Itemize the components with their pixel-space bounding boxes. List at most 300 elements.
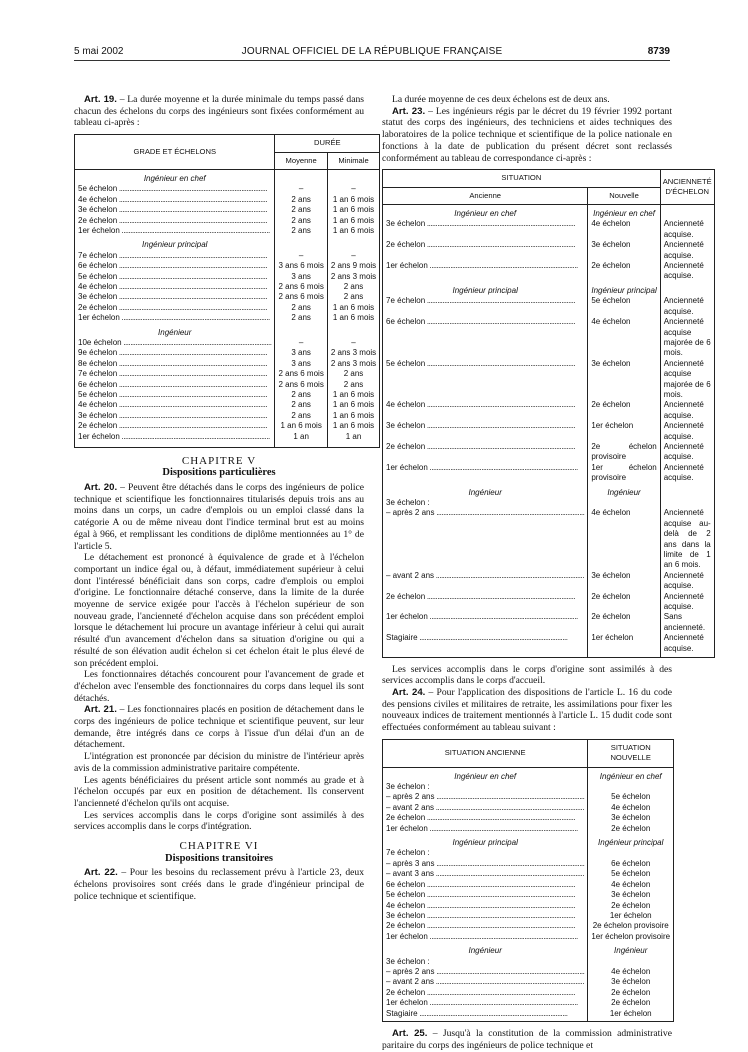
table-row	[383, 633, 715, 654]
art20-paragraph-3: Les fonctionnaires détachés concourent pour l'avancement de grade et d'échelon avec l'ensemble des fonctionnaires du corps dans lequel ils sont détachés.	[74, 669, 364, 704]
section-title: Ingénieur en chef	[75, 169, 275, 184]
situation-nouvelle-cell: 1er échelon	[588, 1009, 674, 1019]
art22-paragraph-2: La durée moyenne de ces deux échelons est de deux ans.	[392, 94, 610, 105]
page-header	[74, 46, 670, 60]
table-section-row	[75, 324, 380, 338]
minimale-cell: 2 ans	[327, 282, 379, 292]
art23-paragraph-2: Les services accomplis dans le corps d'origine sont assimilés à des services accomplis dans le corps d'accueil.	[382, 663, 672, 687]
ancienne-cell: 1er échelon .....	[383, 463, 588, 484]
ancienne-cell: Stagiaire .....	[383, 633, 588, 654]
situation-nouvelle-cell: 5e échelon	[588, 869, 674, 879]
grade-cell: 4e échelon .....	[75, 195, 275, 205]
section-title-ancienne: Ingénieur en chef	[383, 205, 588, 220]
grade-cell: 3e échelon .....	[75, 411, 275, 421]
col-situation: SITUATION	[383, 170, 661, 187]
col-moyenne: Moyenne	[275, 152, 327, 169]
empty-cell	[327, 169, 379, 184]
anciennete-cell: Ancienneté acquise majorée de 6 mois.	[660, 317, 714, 359]
art21-paragraph-4: Les services accomplis dans le corps d'origine sont assimilés à des services accomplis dans le corps d'intégration.	[74, 809, 364, 833]
grade-cell: 1er échelon .....	[75, 226, 275, 236]
moyenne-cell: 2 ans	[275, 313, 327, 323]
grade-cell: 4e échelon .....	[75, 282, 275, 292]
col-duree: DURÉE	[275, 135, 380, 152]
header-journal-title: JOURNAL OFFICIEL DE LA RÉPUBLIQUE FRANÇAISE	[241, 46, 503, 57]
table-row	[75, 432, 380, 442]
minimale-cell: 1 an 6 mois	[327, 400, 379, 410]
header-page-number: 8739	[647, 46, 670, 57]
nouvelle-cell: 2e échelon	[588, 400, 660, 421]
empty-cell	[327, 324, 379, 338]
table-row	[383, 442, 715, 463]
moyenne-cell: 2 ans 6 mois	[275, 282, 327, 292]
art19-paragraph	[74, 94, 364, 129]
table-section-row	[383, 834, 674, 848]
table-row	[383, 296, 715, 317]
situation-nouvelle-cell: 2e échelon	[588, 824, 674, 834]
table-row	[383, 921, 674, 931]
anciennete-cell: Ancienneté acquise au-delà de 2 ans dans la limite de 1 an 6 mois.	[660, 508, 714, 570]
minimale-cell: 2 ans 3 mois	[327, 348, 379, 358]
art21-text: – Les fonctionnaires placés en position de détachement dans le corps des ingénieurs de police technique et scientifique peuvent, sur leur demande, être intégrés dans ce corps à l'issue d'un délai d'un an de détachement.	[74, 704, 364, 751]
nouvelle-cell: 2e échelon provisoire	[588, 442, 660, 463]
ancienne-cell: 3e échelon .....	[383, 421, 588, 442]
situation-nouvelle-cell: 3e échelon	[588, 813, 674, 823]
table-row	[75, 380, 380, 390]
table-row	[75, 338, 380, 348]
art21-paragraph	[74, 704, 364, 751]
grade-cell: 9e échelon .....	[75, 348, 275, 358]
section-title-ancienne: Ingénieur	[383, 484, 588, 498]
nouvelle-cell: 3e échelon	[588, 359, 660, 401]
ancienne-cell: 2e échelon .....	[383, 592, 588, 613]
table-row	[383, 824, 674, 834]
chapter-5-heading: CHAPITRE V	[181, 454, 257, 467]
table-row	[75, 400, 380, 410]
minimale-cell: 1 an 6 mois	[327, 195, 379, 205]
header-date: 5 mai 2002	[74, 46, 124, 57]
minimale-cell: –	[327, 184, 379, 194]
grade-cell: 7e échelon .....	[75, 251, 275, 261]
minimale-cell: –	[327, 338, 379, 348]
table-row	[383, 977, 674, 987]
section-title-nouvelle: Ingénieur principal	[588, 834, 674, 848]
table-row	[383, 932, 674, 942]
moyenne-cell: 2 ans	[275, 400, 327, 410]
table-row	[383, 1009, 674, 1019]
table-section-row	[383, 484, 715, 498]
section-title-nouvelle: Ingénieur en chef	[588, 205, 660, 220]
minimale-cell: 2 ans	[327, 380, 379, 390]
moyenne-cell: 2 ans	[275, 411, 327, 421]
table-row	[383, 508, 715, 570]
table-row	[383, 998, 674, 1008]
section-title-ancienne: Ingénieur principal	[383, 282, 588, 296]
anciennete-cell: Ancienneté acquise.	[660, 400, 714, 421]
nouvelle-cell	[588, 498, 660, 508]
situation-ancienne-cell: 1er échelon .....	[383, 824, 588, 834]
art21-paragraph-3: Les agents bénéficiaires du présent article sont nommés au grade et à l'échelon occupés par eux en position de détachement. Ils conservent l'ancienneté d'échelon qu'ils ont acquise.	[74, 774, 364, 809]
table-row	[383, 792, 674, 802]
empty-cell	[660, 282, 714, 296]
table-row	[383, 848, 674, 858]
empty-cell	[660, 484, 714, 498]
situation-ancienne-cell: 3e échelon :	[383, 782, 588, 792]
col-situation-nouvelle: SITUATION NOUVELLE	[588, 739, 674, 767]
situation-nouvelle-cell	[588, 957, 674, 967]
moyenne-cell: 2 ans	[275, 216, 327, 226]
table-section-row	[383, 205, 715, 220]
art20-paragraph	[74, 482, 364, 552]
grade-cell: 5e échelon .....	[75, 184, 275, 194]
table-row	[75, 226, 380, 236]
moyenne-cell: –	[275, 338, 327, 348]
left-column	[74, 94, 377, 903]
situation-ancienne-cell: Stagiaire .....	[383, 1009, 588, 1019]
minimale-cell: 1 an 6 mois	[327, 226, 379, 236]
situation-nouvelle-cell: 3e échelon	[588, 977, 674, 987]
nouvelle-cell: 3e échelon	[588, 240, 660, 261]
table-art23-body	[383, 205, 715, 658]
nouvelle-cell: 3e échelon	[588, 571, 660, 592]
table-row	[75, 369, 380, 379]
moyenne-cell: 3 ans	[275, 359, 327, 369]
situation-ancienne-cell: 1er échelon .....	[383, 932, 588, 942]
table-row	[383, 317, 715, 359]
situation-ancienne-cell: 2e échelon .....	[383, 921, 588, 931]
moyenne-cell: –	[275, 251, 327, 261]
table-row	[75, 292, 380, 302]
art20-paragraph-2: Le détachement est prononcé à équivalence de grade et à l'échelon comportant un indice égal ou, à défaut, immédiatement supérieur à celui dont l'intéressé bénéficiait dans son corps, cadre d'emplois ou emploi d'origine. Le fonctionnaire détaché conserve, dans la limite de la durée moyenne de service exigée pour l'accès à l'échelon supérieur de son nouveau grade, l'ancienneté d'échelon acquise dans son précédent emploi lorsque le détachement lui procure un avantage inférieur à celui qui aurait résulté d'un avancement d'échelon dans sa situation d'origine ou qui a résulté de son élévation audit échelon si cet échelon était le plus élevé de son précédent emploi.	[74, 552, 364, 669]
table-row	[383, 261, 715, 282]
nouvelle-cell: 4e échelon	[588, 508, 660, 570]
situation-ancienne-cell: 1er échelon .....	[383, 998, 588, 1008]
table-row	[75, 261, 380, 271]
table-row	[75, 195, 380, 205]
table-row	[75, 282, 380, 292]
situation-ancienne-cell: – avant 2 ans .....	[383, 977, 588, 987]
situation-ancienne-cell: 5e échelon .....	[383, 890, 588, 900]
table-row	[383, 957, 674, 967]
situation-nouvelle-cell: 6e échelon	[588, 859, 674, 869]
anciennete-cell	[660, 498, 714, 508]
section-title-nouvelle: Ingénieur	[588, 942, 674, 956]
art24-label: Art. 24.	[392, 687, 426, 698]
situation-ancienne-cell: 3e échelon :	[383, 957, 588, 967]
grade-cell: 5e échelon .....	[75, 390, 275, 400]
situation-nouvelle-cell	[588, 848, 674, 858]
nouvelle-cell: 5e échelon	[588, 296, 660, 317]
table-art19-body	[75, 169, 380, 447]
minimale-cell: –	[327, 251, 379, 261]
table-row	[75, 251, 380, 261]
grade-cell: 6e échelon .....	[75, 380, 275, 390]
table-art24-body	[383, 767, 674, 1022]
section-title-ancienne: Ingénieur	[383, 942, 588, 956]
minimale-cell: 1 an 6 mois	[327, 216, 379, 226]
section-title-nouvelle: Ingénieur principal	[588, 282, 660, 296]
table-art19	[74, 134, 380, 447]
moyenne-cell: –	[275, 184, 327, 194]
table-section-row	[75, 169, 380, 184]
section-title-ancienne: Ingénieur en chef	[383, 767, 588, 782]
right-column	[382, 94, 712, 1052]
table-row	[383, 911, 674, 921]
art19-text: – La durée moyenne et la durée minimale du temps passé dans chacun des échelons du corps des ingénieurs sont fixées conformément au tableau ci-après :	[74, 94, 364, 129]
empty-cell	[660, 205, 714, 220]
minimale-cell: 1 an	[327, 432, 379, 442]
empty-cell	[275, 169, 327, 184]
grade-cell: 4e échelon .....	[75, 400, 275, 410]
art24-text: – Pour l'application des dispositions de l'article L. 16 du code des pensions civiles et militaires de retraite, les assimilations pour fixer les nouveaux indices de traitement mentionnés à l'article L. 15 dudit code sont effectuées conformément au tableau suivant :	[382, 687, 672, 734]
nouvelle-cell: 1er échelon provisoire	[588, 463, 660, 484]
situation-ancienne-cell: 3e échelon .....	[383, 911, 588, 921]
grade-cell: 2e échelon .....	[75, 421, 275, 431]
minimale-cell: 2 ans	[327, 292, 379, 302]
situation-ancienne-cell: 6e échelon .....	[383, 880, 588, 890]
art20-text: – Peuvent être détachés dans le corps des ingénieurs de police technique et scientifique les fonctionnaires titularisés depuis trois ans au moins dans un corps, un cadre d'emplois ou un emploi classé dans la catégorie A ou de même niveau dont l'indice terminal brut est au moins égal à 966, et remplissant les conditions de diplôme mentionnées au 1° de l'article 5.	[74, 481, 365, 552]
section-title: Ingénieur principal	[75, 236, 275, 250]
grade-cell: 6e échelon .....	[75, 261, 275, 271]
moyenne-cell: 3 ans	[275, 272, 327, 282]
table-row	[75, 359, 380, 369]
table-pad-row	[383, 654, 715, 657]
anciennete-cell: Ancienneté acquise.	[660, 219, 714, 240]
grade-cell: 1er échelon .....	[75, 313, 275, 323]
minimale-cell: 1 an 6 mois	[327, 421, 379, 431]
art22-label: Art. 22.	[84, 867, 118, 879]
grade-cell: 10e échelon .....	[75, 338, 275, 348]
table-row	[383, 240, 715, 261]
table-row	[383, 880, 674, 890]
minimale-cell: 2 ans 3 mois	[327, 359, 379, 369]
chapter-6-title: Dispositions transitoires	[164, 852, 274, 864]
grade-cell: 1er échelon .....	[75, 432, 275, 442]
art23-text: – Les ingénieurs régis par le décret du 19 février 1992 portant statut des corps des ingénieurs, des techniciens et aides techniques des laboratoires de la police technique et scientifique de la police nationale en fonctions à la date de publication du présent décret sont reclassés conformément au tableau de correspondance ci-après :	[382, 105, 672, 164]
situation-nouvelle-cell	[588, 782, 674, 792]
ancienne-cell: 1er échelon .....	[383, 612, 588, 633]
nouvelle-cell: 2e échelon	[588, 592, 660, 613]
situation-nouvelle-cell: 3e échelon	[588, 890, 674, 900]
situation-ancienne-cell: 4e échelon .....	[383, 901, 588, 911]
col-grade-echelons: GRADE ET ÉCHELONS	[75, 135, 275, 170]
table-section-row	[383, 942, 674, 956]
table-row	[75, 184, 380, 194]
table-row	[383, 901, 674, 911]
grade-cell: 3e échelon .....	[75, 292, 275, 302]
empty-cell	[327, 236, 379, 250]
situation-nouvelle-cell: 4e échelon	[588, 967, 674, 977]
table-row	[75, 411, 380, 421]
minimale-cell: 1 an 6 mois	[327, 313, 379, 323]
table-row	[383, 803, 674, 813]
chapter-6-heading: CHAPITRE VI	[179, 840, 259, 853]
art20-label: Art. 20.	[84, 481, 118, 493]
nouvelle-cell: 2e échelon	[588, 261, 660, 282]
col-minimale: Minimale	[327, 152, 379, 169]
situation-ancienne-cell: 2e échelon .....	[383, 813, 588, 823]
empty-cell	[275, 324, 327, 338]
art23-paragraph	[382, 106, 672, 165]
table-row	[383, 813, 674, 823]
nouvelle-cell: 4e échelon	[588, 219, 660, 240]
table-row	[383, 571, 715, 592]
table-row	[75, 216, 380, 226]
table-row	[383, 592, 715, 613]
art19-label: Art. 19.	[84, 94, 117, 105]
situation-ancienne-cell: – après 3 ans .....	[383, 859, 588, 869]
table-section-row	[75, 236, 380, 250]
col-ancienne: Ancienne	[383, 187, 588, 204]
grade-cell: 3e échelon .....	[75, 205, 275, 215]
table-row	[383, 988, 674, 998]
grade-cell: 2e échelon .....	[75, 303, 275, 313]
table-art23	[382, 169, 715, 657]
moyenne-cell: 2 ans	[275, 390, 327, 400]
moyenne-cell: 2 ans 6 mois	[275, 369, 327, 379]
grade-cell: 5e échelon .....	[75, 272, 275, 282]
anciennete-cell: Sans ancienneté.	[660, 612, 714, 633]
table-row	[383, 890, 674, 900]
table-row	[383, 612, 715, 633]
situation-ancienne-cell: 7e échelon :	[383, 848, 588, 858]
anciennete-cell: Ancienneté acquise.	[660, 261, 714, 282]
art21-paragraph-2: L'intégration est prononcée par décision du ministre de l'intérieur après avis de la commission administrative paritaire compétente.	[74, 751, 364, 774]
situation-nouvelle-cell: 2e échelon	[588, 988, 674, 998]
minimale-cell: 1 an 6 mois	[327, 303, 379, 313]
table-row	[75, 421, 380, 431]
ancienne-cell: 7e échelon .....	[383, 296, 588, 317]
chapter-5-title: Dispositions particulières	[162, 467, 276, 479]
situation-nouvelle-cell: 2e échelon	[588, 998, 674, 1008]
situation-nouvelle-cell: 2e échelon	[588, 901, 674, 911]
ancienne-cell: 6e échelon .....	[383, 317, 588, 359]
section-title: Ingénieur	[75, 324, 275, 338]
moyenne-cell: 1 an	[275, 432, 327, 442]
table-row	[383, 782, 674, 792]
situation-ancienne-cell: 2e échelon .....	[383, 988, 588, 998]
ancienne-cell: 4e échelon .....	[383, 400, 588, 421]
table-row	[75, 205, 380, 215]
moyenne-cell: 3 ans	[275, 348, 327, 358]
table-row	[383, 869, 674, 879]
table-row	[383, 219, 715, 240]
minimale-cell: 1 an 6 mois	[327, 205, 379, 215]
table-section-row	[383, 767, 674, 782]
anciennete-cell: Ancienneté acquise.	[660, 442, 714, 463]
anciennete-cell: Ancienneté acquise.	[660, 571, 714, 592]
ancienne-cell: – après 2 ans .....	[383, 508, 588, 570]
nouvelle-cell: 2e échelon	[588, 612, 660, 633]
header-rule	[74, 60, 670, 61]
table-row	[75, 272, 380, 282]
situation-nouvelle-cell: 1er échelon provisoire	[588, 932, 674, 942]
art22-text: – Pour les besoins du reclassement prévu à l'article 23, deux échelons provisoires sont créés dans le grade d'ingénieur principal de police technique et scientifique.	[74, 867, 364, 902]
grade-cell: 2e échelon .....	[75, 216, 275, 226]
col-anciennete-echelon: ANCIENNETÉ D'ÉCHELON	[660, 170, 714, 205]
table-row	[383, 400, 715, 421]
art25-label: Art. 25.	[392, 1028, 428, 1040]
moyenne-cell: 2 ans	[275, 195, 327, 205]
table-art24	[382, 739, 674, 1023]
moyenne-cell: 1 an 6 mois	[275, 421, 327, 431]
art25-paragraph	[382, 1028, 672, 1051]
moyenne-cell: 2 ans 6 mois	[275, 292, 327, 302]
anciennete-cell: Ancienneté acquise.	[660, 421, 714, 442]
empty-cell	[275, 236, 327, 250]
ancienne-cell: – avant 2 ans .....	[383, 571, 588, 592]
art21-label: Art. 21.	[84, 704, 117, 716]
ancienne-cell: 2e échelon .....	[383, 240, 588, 261]
anciennete-cell: Ancienneté acquise.	[660, 463, 714, 484]
table-row	[75, 303, 380, 313]
table-pad-row	[383, 1019, 674, 1022]
section-title-nouvelle: Ingénieur	[588, 484, 660, 498]
art22-paragraph	[74, 867, 364, 902]
situation-ancienne-cell: – après 2 ans .....	[383, 792, 588, 802]
situation-ancienne-cell: – avant 3 ans .....	[383, 869, 588, 879]
moyenne-cell: 3 ans 6 mois	[275, 261, 327, 271]
table-row	[383, 967, 674, 977]
anciennete-cell: Ancienneté acquise.	[660, 240, 714, 261]
nouvelle-cell: 4e échelon	[588, 317, 660, 359]
minimale-cell: 2 ans	[327, 369, 379, 379]
table-row	[75, 390, 380, 400]
art24-paragraph	[382, 687, 672, 734]
nouvelle-cell: 1er échelon	[588, 421, 660, 442]
anciennete-cell: Ancienneté acquise.	[660, 592, 714, 613]
situation-nouvelle-cell: 4e échelon	[588, 803, 674, 813]
situation-nouvelle-cell: 2e échelon provisoire	[588, 921, 674, 931]
ancienne-cell: 2e échelon .....	[383, 442, 588, 463]
minimale-cell: 1 an 6 mois	[327, 411, 379, 421]
moyenne-cell: 2 ans	[275, 303, 327, 313]
anciennete-cell: Ancienneté acquise.	[660, 633, 714, 654]
moyenne-cell: 2 ans 6 mois	[275, 380, 327, 390]
section-title-ancienne: Ingénieur principal	[383, 834, 588, 848]
grade-cell: 7e échelon .....	[75, 369, 275, 379]
art23-label: Art. 23.	[392, 105, 426, 117]
section-title-nouvelle: Ingénieur en chef	[588, 767, 674, 782]
ancienne-cell: 5e échelon .....	[383, 359, 588, 401]
situation-nouvelle-cell: 1er échelon	[588, 911, 674, 921]
situation-ancienne-cell: – après 2 ans .....	[383, 967, 588, 977]
minimale-cell: 2 ans 9 mois	[327, 261, 379, 271]
ancienne-cell: 1er échelon .....	[383, 261, 588, 282]
table-row	[75, 348, 380, 358]
grade-cell: 8e échelon .....	[75, 359, 275, 369]
col-situation-ancienne: SITUATION ANCIENNE	[383, 739, 588, 767]
art25-text: – Jusqu'à la constitution de la commission administrative paritaire du corps des ingénieurs de police technique et	[382, 1028, 672, 1052]
col-nouvelle: Nouvelle	[588, 187, 660, 204]
table-row	[383, 421, 715, 442]
table-row	[383, 359, 715, 401]
moyenne-cell: 2 ans	[275, 205, 327, 215]
table-pad-row	[75, 442, 380, 447]
table-row	[75, 313, 380, 323]
anciennete-cell: Ancienneté acquise majorée de 6 mois.	[660, 359, 714, 401]
nouvelle-cell: 1er échelon	[588, 633, 660, 654]
table-row	[383, 859, 674, 869]
anciennete-cell: Ancienneté acquise.	[660, 296, 714, 317]
minimale-cell: 1 an 6 mois	[327, 390, 379, 400]
situation-nouvelle-cell: 5e échelon	[588, 792, 674, 802]
table-row	[383, 498, 715, 508]
moyenne-cell: 2 ans	[275, 226, 327, 236]
table-row	[383, 463, 715, 484]
ancienne-cell: 3e échelon .....	[383, 219, 588, 240]
minimale-cell: 2 ans 3 mois	[327, 272, 379, 282]
situation-ancienne-cell: – avant 2 ans .....	[383, 803, 588, 813]
